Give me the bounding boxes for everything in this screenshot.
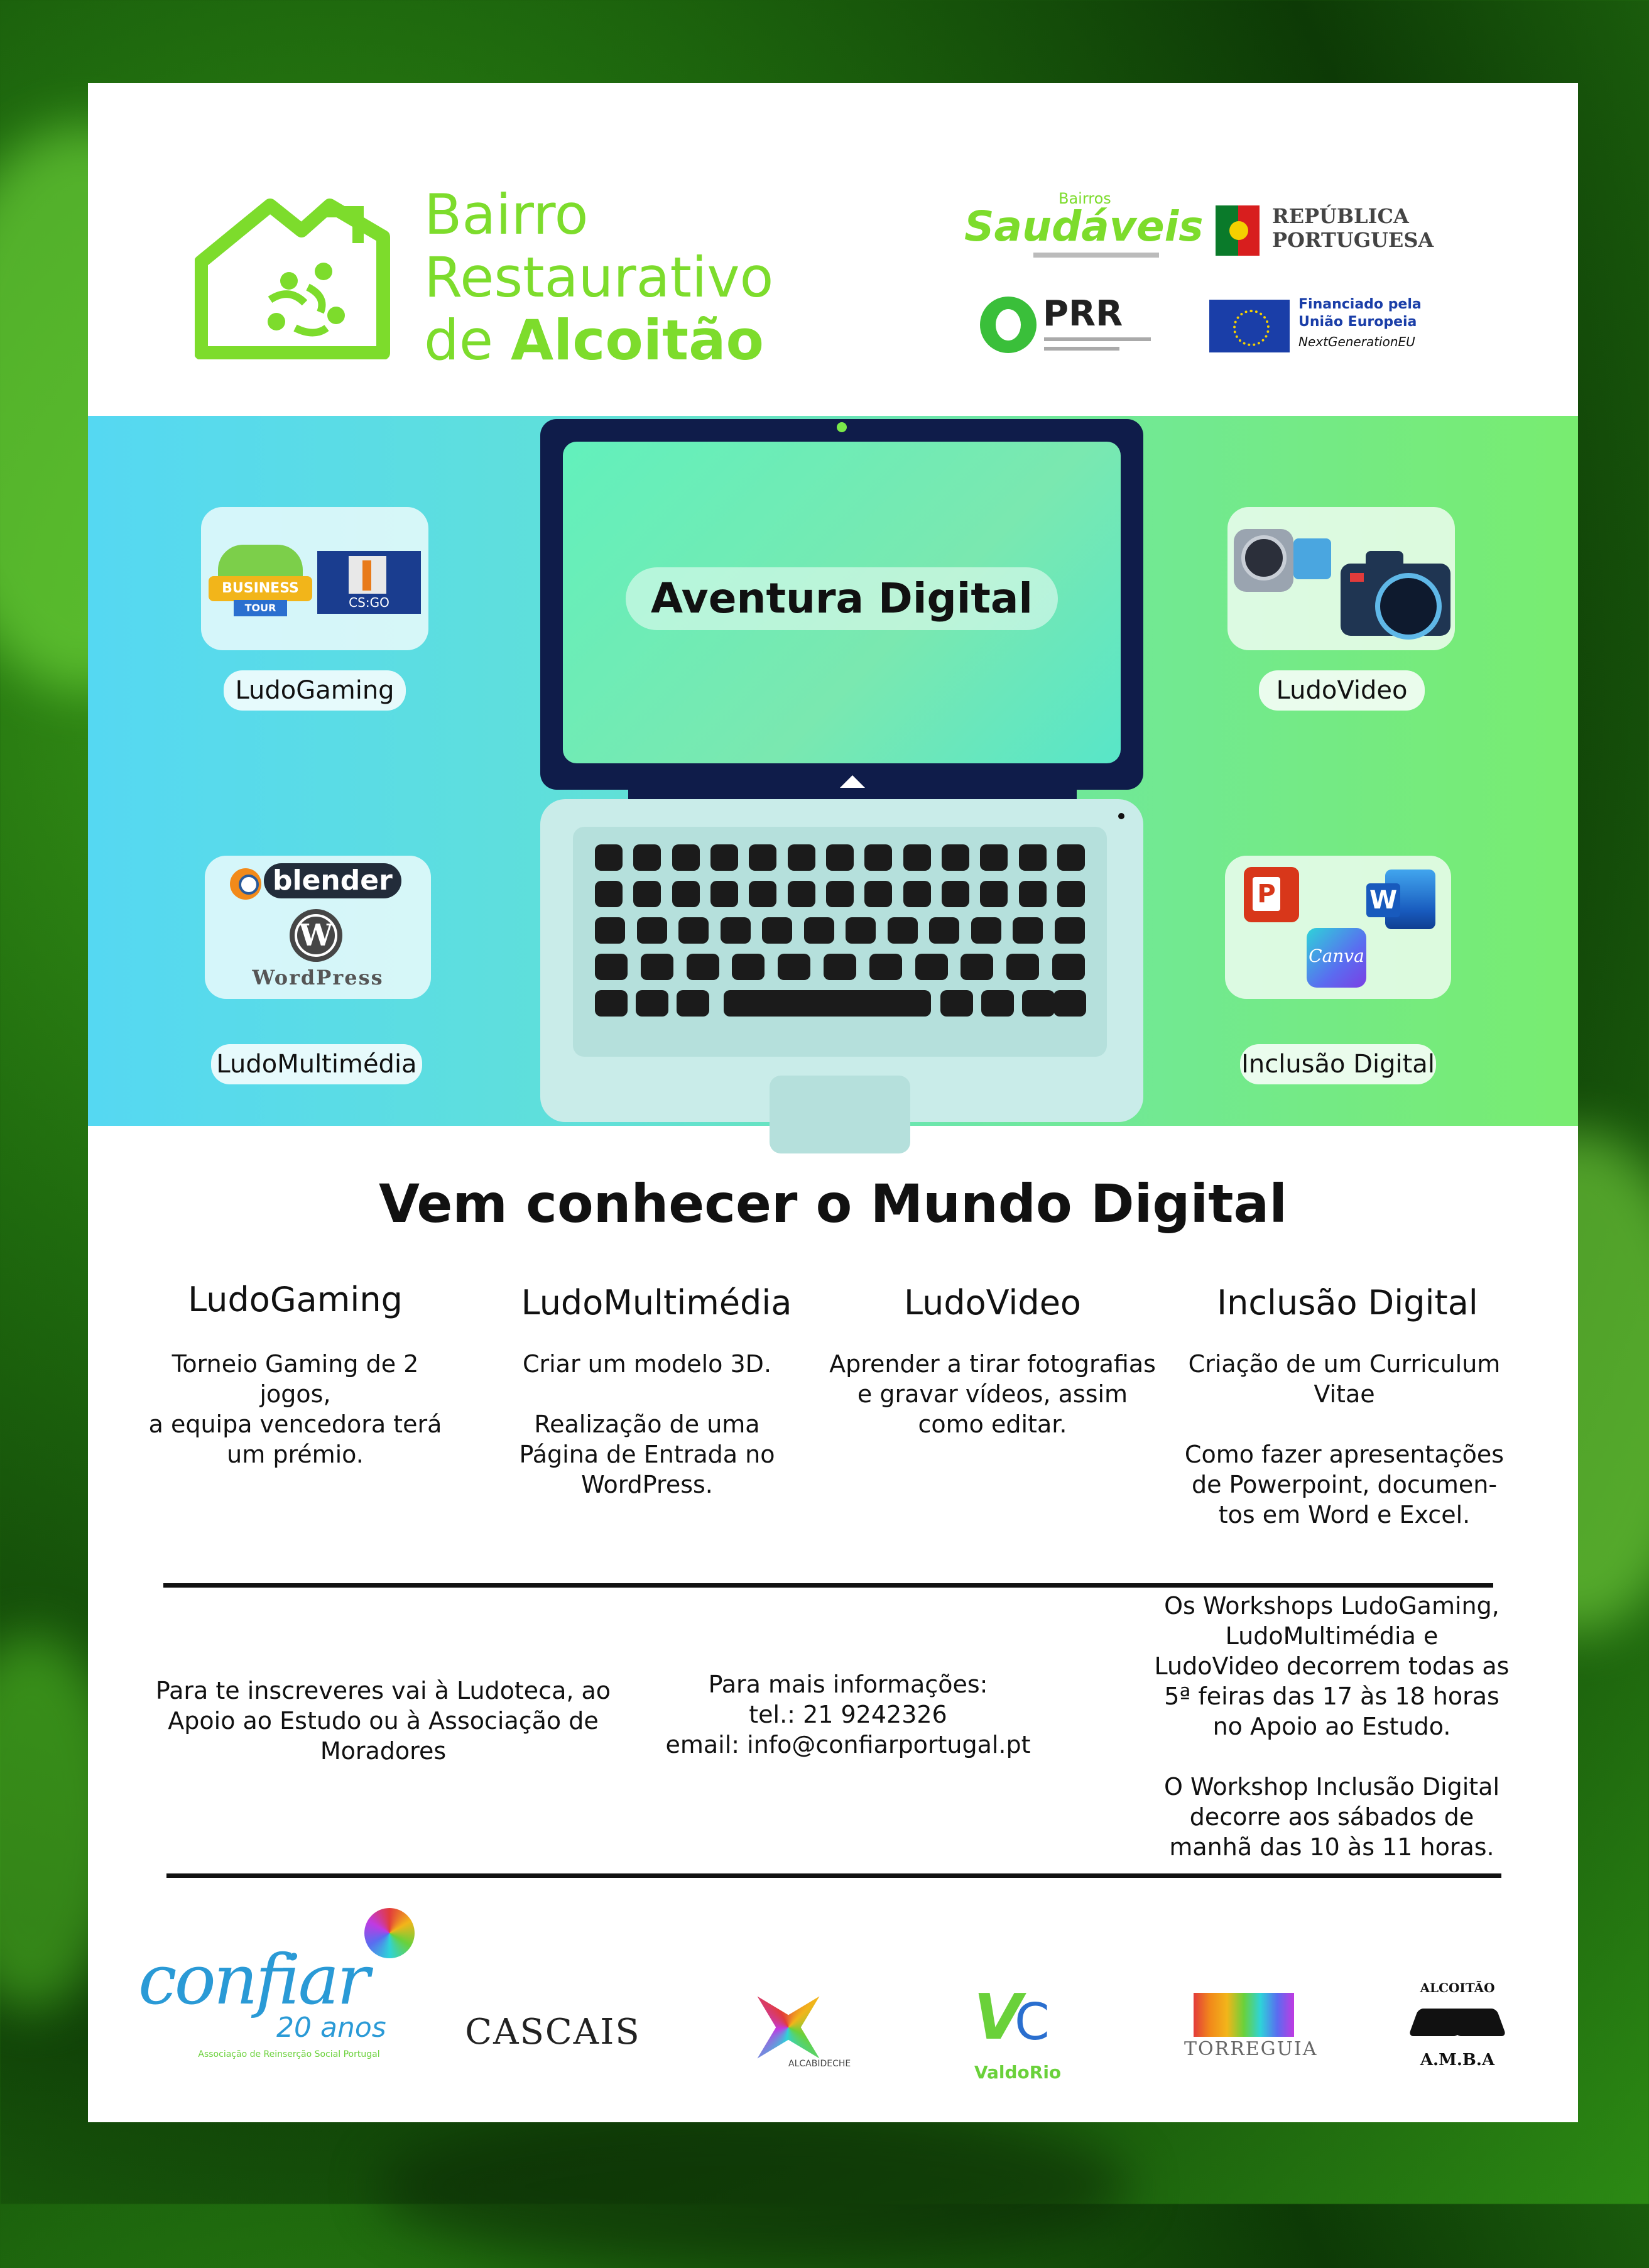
keyboard-key (940, 990, 973, 1017)
keyboard-key (888, 917, 918, 944)
keyboard-key (595, 917, 625, 944)
keyboard-key (633, 881, 661, 907)
touchpad (770, 1076, 910, 1153)
keyboard-key (981, 990, 1014, 1017)
keyboard-key (942, 881, 969, 907)
ludovideo-label: LudoVideo (1259, 670, 1425, 711)
keyboard-key (980, 844, 1008, 871)
keyboard-key (1013, 917, 1043, 944)
keyboard-key (980, 881, 1008, 907)
brand-line3: de Alcoitão (424, 308, 764, 373)
ludomultimedia-label: LudoMultimédia (211, 1044, 422, 1084)
poster-card (88, 83, 1578, 2122)
ludogaming-tile (201, 507, 428, 650)
keyboard-key (864, 844, 892, 871)
csgo-logo: CS:GO (317, 551, 421, 614)
schedule-info: Os Workshops LudoGaming, LudoMultimédia e LudoVideo decorrem todas as 5ª feiras das 17 às 18 horas no Apoio ao Estudo. O Workshop Inclusão Digital decorre aos sábados de manhã das 10 às 11 horas. (1154, 1592, 1510, 1861)
inclusao-tile (1225, 856, 1451, 999)
keyboard-key (672, 881, 700, 907)
keyboard-key (846, 917, 876, 944)
blender-logo: blender (230, 863, 412, 901)
keyboard-key (595, 990, 628, 1017)
inclusao-label: Inclusão Digital (1240, 1044, 1436, 1084)
keyboard-key (971, 917, 1001, 944)
keyboard-key (778, 954, 810, 980)
keyboard-key (824, 954, 856, 980)
eu-funded-logo: Financiado pela União Europeia NextGenerationEU (1209, 297, 1448, 359)
webcam-icon (837, 422, 847, 432)
keyboard-key (903, 844, 931, 871)
keyboard-key (903, 881, 931, 907)
keyboard-key (687, 954, 719, 980)
wordpress-icon: W (290, 909, 342, 962)
keyboard-key (710, 881, 738, 907)
brand-title (424, 183, 773, 372)
powerpoint-icon: P (1244, 867, 1299, 922)
republica-portuguesa-logo: REPÚBLICA PORTUGUESA (1216, 199, 1429, 268)
keyboard-key (826, 844, 854, 871)
keyboard-key (869, 954, 902, 980)
keyboard-key (724, 990, 931, 1017)
handshake-icon (1413, 2002, 1501, 2046)
valdorio-logo: V C ValdoRio (974, 1980, 1062, 2083)
keyboard-key (641, 954, 673, 980)
keyboard-key (762, 917, 792, 944)
laptop-base (540, 799, 1143, 1122)
col-ludovideo-text: Aprender a tirar fotografias e gravar vídeos, assim como editar. (829, 1350, 1156, 1438)
main-headline: Vem conhecer o Mundo Digital (379, 1173, 1287, 1235)
keyboard-key (942, 844, 969, 871)
keyboard-key (864, 881, 892, 907)
wordpress-logo-text: WordPress (252, 966, 384, 990)
col-ludomultimedia-title: LudoMultimédia (521, 1283, 792, 1322)
keyboard-key (637, 917, 667, 944)
keyboard-key (595, 954, 628, 980)
keyboard-key (1019, 844, 1047, 871)
business-tour-logo: BUSINESS TOUR (209, 545, 312, 617)
confiar-logo: confiar 20 anos Associação de Reinserção Social Portugal (132, 1908, 427, 2071)
cascais-logo: CASCAIS (465, 2012, 641, 2053)
prr-logo: PRR (980, 290, 1206, 359)
chevron-up-icon (840, 775, 865, 788)
keyboard-key (1022, 990, 1055, 1017)
video-camera-icon (1234, 516, 1337, 601)
canva-icon: Canva (1307, 928, 1366, 988)
contact-info: Para mais informações: tel.: 21 9242326 email: info@confiarportugal.pt (665, 1671, 1031, 1758)
keyboard-key (1053, 990, 1086, 1017)
keyboard (573, 827, 1107, 1057)
ludomultimedia-tile (205, 856, 431, 999)
keyboard-key (672, 844, 700, 871)
keyboard-key (1055, 917, 1085, 944)
digital-band (88, 416, 1578, 1126)
col-ludogaming-text: Torneio Gaming de 2 jogos, a equipa vencedora terá um prémio. (148, 1350, 442, 1468)
keyboard-key (804, 917, 834, 944)
keyboard-key (1006, 954, 1039, 980)
keyboard-key (636, 990, 668, 1017)
keyboard-key (749, 881, 776, 907)
keyboard-key (826, 881, 854, 907)
keyboard-key (915, 954, 948, 980)
photo-camera-icon (1341, 538, 1450, 645)
col-ludomultimedia-text: Criar um modelo 3D. Realização de uma Página de Entrada no WordPress. (519, 1350, 775, 1498)
keyboard-key (961, 954, 993, 980)
keyboard-key (595, 881, 623, 907)
ludovideo-tile (1227, 507, 1455, 650)
keyboard-key (710, 844, 738, 871)
keyboard-key (1019, 881, 1047, 907)
keyboard-key (788, 881, 815, 907)
keyboard-key (929, 917, 959, 944)
aventura-digital-title: Aventura Digital (626, 567, 1058, 630)
brand-line1: Bairro (424, 182, 589, 247)
keyboard-key (1057, 881, 1085, 907)
pinwheel-icon (726, 1965, 851, 2090)
torreguia-logo: TORREGUIA (1184, 1993, 1303, 2074)
brand-line2: Restaurativo (424, 245, 774, 310)
col-ludovideo-title: LudoVideo (904, 1283, 1081, 1322)
keyboard-key (678, 917, 709, 944)
divider-top (163, 1583, 1493, 1588)
keyboard-key (788, 844, 815, 871)
word-icon: W (1366, 870, 1435, 929)
laptop-screen (540, 419, 1143, 790)
keyboard-key (749, 844, 776, 871)
laptop-hinge (628, 768, 1077, 799)
keyboard-key (732, 954, 765, 980)
confiar-color-wheel-icon (364, 1908, 415, 1958)
keyboard-key (1057, 844, 1085, 871)
amba-logo: ALCOITÃO A.M.B.A (1401, 1980, 1514, 2074)
col-inclusao-text: Criação de um Curriculum Vitae Como fazer apresentações de Powerpoint, documen- tos em Word e Excel. (1184, 1350, 1505, 1529)
laptop-display (563, 442, 1121, 763)
ludogaming-label: LudoGaming (224, 670, 406, 711)
saudaveis-logo: Bairros Saudáveis (964, 190, 1253, 265)
house-logo-icon (195, 193, 408, 359)
alcabideche-logo: ALCABIDECHE (738, 1983, 876, 2090)
divider-bottom (166, 1873, 1501, 1878)
col-inclusao-title: Inclusão Digital (1217, 1283, 1478, 1322)
registration-info: Para te inscreveres vai à Ludoteca, ao Apoio ao Estudo ou à Associação de Moradores (155, 1677, 611, 1765)
keyboard-key (677, 990, 709, 1017)
keyboard-key (595, 844, 623, 871)
keyboard-key (633, 844, 661, 871)
col-ludogaming-title: LudoGaming (188, 1280, 403, 1319)
keyboard-key (721, 917, 751, 944)
keyboard-key (1052, 954, 1085, 980)
